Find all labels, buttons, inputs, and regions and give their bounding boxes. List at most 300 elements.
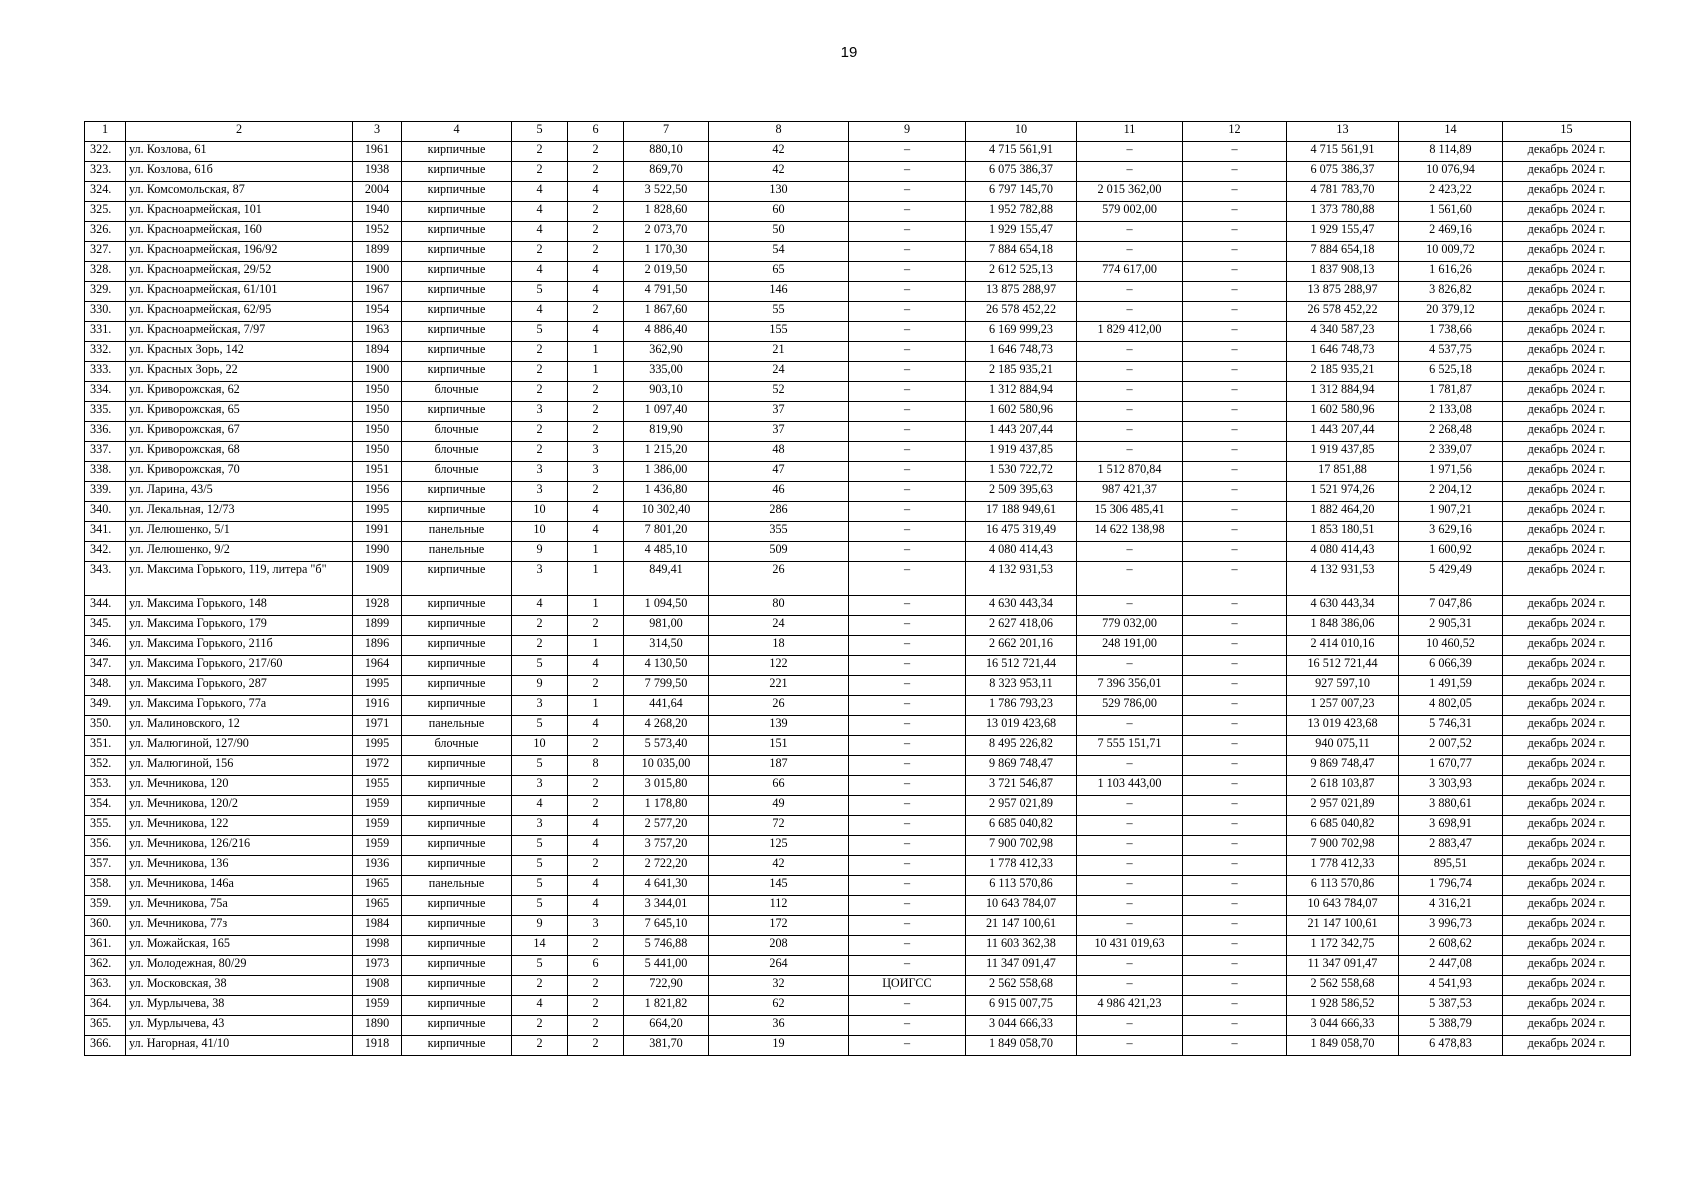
cell-address: ул. Молодежная, 80/29 [126,956,353,976]
cell-row-number: 339. [85,482,126,502]
cell-row-number: 324. [85,182,126,202]
cell-entrances: 4 [568,896,624,916]
cell-cost-col-12: – [1183,796,1287,816]
cell-wall-material: блочные [402,462,512,482]
table-row [85,836,1631,856]
cell-cost-col-13: 1 646 748,73 [1287,342,1399,362]
cell-status: – [849,442,966,462]
cell-total-cost: 21 147 100,61 [966,916,1077,936]
cell-cost-per-unit: 3 629,16 [1399,522,1503,542]
cell-cost-col-12: – [1183,282,1287,302]
cell-entrances: 1 [568,562,624,596]
cell-deadline: декабрь 2024 г. [1503,956,1631,976]
cell-area: 335,00 [624,362,709,382]
cell-row-number: 338. [85,462,126,482]
cell-status: – [849,482,966,502]
table-row [85,182,1631,202]
cell-entrances: 8 [568,756,624,776]
cell-wall-material: кирпичные [402,616,512,636]
cell-cost-col-12: – [1183,756,1287,776]
cell-year-built: 1950 [353,422,402,442]
table-row [85,522,1631,542]
cell-address: ул. Мечникова, 146а [126,876,353,896]
cell-cost-col-11: 779 032,00 [1077,616,1183,636]
cell-cost-per-unit: 3 303,93 [1399,776,1503,796]
cell-area: 4 268,20 [624,716,709,736]
cell-address: ул. Криворожская, 62 [126,382,353,402]
cell-wall-material: кирпичные [402,502,512,522]
cell-cost-col-11: 10 431 019,63 [1077,936,1183,956]
cell-entrances: 2 [568,422,624,442]
cell-floors: 5 [512,756,568,776]
cell-cost-col-11: – [1077,382,1183,402]
cell-wall-material: кирпичные [402,222,512,242]
cell-cost-col-12: – [1183,696,1287,716]
cell-address: ул. Лелюшенко, 5/1 [126,522,353,542]
cell-total-cost: 13 875 288,97 [966,282,1077,302]
cell-residents: 146 [709,282,849,302]
table-row [85,202,1631,222]
cell-year-built: 1936 [353,856,402,876]
cell-cost-col-13: 6 113 570,86 [1287,876,1399,896]
cell-cost-col-12: – [1183,636,1287,656]
cell-cost-per-unit: 3 880,61 [1399,796,1503,816]
cell-row-number: 333. [85,362,126,382]
cell-area: 1 436,80 [624,482,709,502]
cell-address: ул. Криворожская, 68 [126,442,353,462]
cell-area: 2 577,20 [624,816,709,836]
cell-cost-per-unit: 1 491,59 [1399,676,1503,696]
column-header: 9 [849,122,966,142]
cell-wall-material: кирпичные [402,182,512,202]
cell-cost-col-13: 9 869 748,47 [1287,756,1399,776]
cell-status: – [849,242,966,262]
cell-deadline: декабрь 2024 г. [1503,796,1631,816]
cell-residents: 145 [709,876,849,896]
cell-residents: 264 [709,956,849,976]
cell-floors: 3 [512,482,568,502]
column-header: 4 [402,122,512,142]
cell-year-built: 1995 [353,676,402,696]
cell-residents: 172 [709,916,849,936]
cell-address: ул. Красноармейская, 196/92 [126,242,353,262]
cell-area: 722,90 [624,976,709,996]
cell-cost-col-11: – [1077,836,1183,856]
cell-row-number: 357. [85,856,126,876]
cell-cost-per-unit: 4 537,75 [1399,342,1503,362]
cell-wall-material: панельные [402,522,512,542]
cell-status: – [849,322,966,342]
cell-area: 1 097,40 [624,402,709,422]
cell-entrances: 4 [568,522,624,542]
cell-row-number: 342. [85,542,126,562]
cell-cost-col-11: 15 306 485,41 [1077,502,1183,522]
cell-area: 3 344,01 [624,896,709,916]
cell-wall-material: кирпичные [402,996,512,1016]
cell-deadline: декабрь 2024 г. [1503,202,1631,222]
cell-wall-material: кирпичные [402,656,512,676]
cell-wall-material: кирпичные [402,362,512,382]
cell-total-cost: 1 929 155,47 [966,222,1077,242]
cell-entrances: 2 [568,936,624,956]
cell-year-built: 1956 [353,482,402,502]
cell-entrances: 2 [568,402,624,422]
cell-entrances: 4 [568,716,624,736]
cell-total-cost: 10 643 784,07 [966,896,1077,916]
cell-deadline: декабрь 2024 г. [1503,462,1631,482]
table-row [85,956,1631,976]
cell-area: 4 485,10 [624,542,709,562]
cell-residents: 65 [709,262,849,282]
cell-total-cost: 6 169 999,23 [966,322,1077,342]
cell-address: ул. Максима Горького, 119, литера "б" [126,562,353,596]
table-row [85,976,1631,996]
table-row [85,282,1631,302]
cell-year-built: 1890 [353,1016,402,1036]
cell-total-cost: 4 132 931,53 [966,562,1077,596]
cell-address: ул. Мечникова, 126/216 [126,836,353,856]
cell-address: ул. Мечникова, 136 [126,856,353,876]
cell-status: – [849,736,966,756]
cell-deadline: декабрь 2024 г. [1503,896,1631,916]
cell-row-number: 363. [85,976,126,996]
cell-status: – [849,756,966,776]
cell-cost-col-12: – [1183,502,1287,522]
cell-cost-col-12: – [1183,836,1287,856]
cell-cost-per-unit: 4 541,93 [1399,976,1503,996]
table-row [85,756,1631,776]
cell-residents: 46 [709,482,849,502]
cell-row-number: 340. [85,502,126,522]
cell-cost-col-11: 987 421,37 [1077,482,1183,502]
housing-table [84,121,1631,1056]
cell-wall-material: кирпичные [402,696,512,716]
cell-residents: 112 [709,896,849,916]
cell-deadline: декабрь 2024 г. [1503,836,1631,856]
cell-status: – [849,422,966,442]
cell-floors: 14 [512,936,568,956]
cell-area: 1 867,60 [624,302,709,322]
cell-total-cost: 17 188 949,61 [966,502,1077,522]
cell-cost-per-unit: 8 114,89 [1399,142,1503,162]
cell-address: ул. Лелюшенко, 9/2 [126,542,353,562]
cell-floors: 10 [512,502,568,522]
cell-deadline: декабрь 2024 г. [1503,636,1631,656]
cell-residents: 221 [709,676,849,696]
cell-cost-col-11: 1 829 412,00 [1077,322,1183,342]
cell-address: ул. Лекальная, 12/73 [126,502,353,522]
cell-wall-material: кирпичные [402,916,512,936]
cell-cost-per-unit: 10 076,94 [1399,162,1503,182]
cell-deadline: декабрь 2024 г. [1503,322,1631,342]
cell-year-built: 1995 [353,502,402,522]
cell-year-built: 1955 [353,776,402,796]
cell-cost-col-13: 7 884 654,18 [1287,242,1399,262]
cell-area: 3 757,20 [624,836,709,856]
cell-entrances: 2 [568,976,624,996]
cell-cost-per-unit: 3 826,82 [1399,282,1503,302]
cell-residents: 37 [709,402,849,422]
table-row [85,1036,1631,1056]
cell-floors: 5 [512,856,568,876]
cell-year-built: 1928 [353,596,402,616]
cell-status: – [849,656,966,676]
column-header: 15 [1503,122,1631,142]
cell-status: – [849,596,966,616]
cell-total-cost: 1 646 748,73 [966,342,1077,362]
cell-cost-col-13: 17 851,88 [1287,462,1399,482]
cell-row-number: 354. [85,796,126,816]
cell-year-built: 1954 [353,302,402,322]
cell-cost-per-unit: 1 616,26 [1399,262,1503,282]
cell-cost-col-11: – [1077,716,1183,736]
cell-status: – [849,202,966,222]
cell-area: 3 015,80 [624,776,709,796]
cell-year-built: 1940 [353,202,402,222]
cell-cost-col-12: – [1183,562,1287,596]
cell-status: – [849,162,966,182]
cell-entrances: 2 [568,142,624,162]
cell-year-built: 1899 [353,242,402,262]
cell-cost-col-13: 13 019 423,68 [1287,716,1399,736]
cell-address: ул. Можайская, 165 [126,936,353,956]
cell-floors: 2 [512,422,568,442]
cell-address: ул. Красноармейская, 7/97 [126,322,353,342]
cell-residents: 42 [709,142,849,162]
cell-cost-col-12: – [1183,716,1287,736]
page-number: 19 [840,44,858,61]
table-row [85,362,1631,382]
cell-cost-col-13: 1 778 412,33 [1287,856,1399,876]
table-row [85,876,1631,896]
cell-total-cost: 1 919 437,85 [966,442,1077,462]
cell-wall-material: кирпичные [402,976,512,996]
cell-floors: 5 [512,716,568,736]
cell-address: ул. Малиновского, 12 [126,716,353,736]
cell-floors: 3 [512,402,568,422]
cell-floors: 2 [512,616,568,636]
cell-row-number: 329. [85,282,126,302]
cell-entrances: 2 [568,736,624,756]
cell-row-number: 344. [85,596,126,616]
cell-deadline: декабрь 2024 г. [1503,262,1631,282]
cell-year-built: 1951 [353,462,402,482]
cell-cost-col-12: – [1183,342,1287,362]
cell-row-number: 336. [85,422,126,442]
cell-entrances: 4 [568,282,624,302]
cell-area: 1 821,82 [624,996,709,1016]
cell-cost-col-11: 1 103 443,00 [1077,776,1183,796]
cell-wall-material: панельные [402,716,512,736]
cell-entrances: 1 [568,542,624,562]
table-row [85,856,1631,876]
cell-entrances: 2 [568,162,624,182]
cell-area: 441,64 [624,696,709,716]
cell-cost-col-12: – [1183,382,1287,402]
cell-status: – [849,856,966,876]
cell-wall-material: кирпичные [402,242,512,262]
table-row [85,402,1631,422]
cell-wall-material: панельные [402,876,512,896]
cell-status: – [849,996,966,1016]
cell-row-number: 347. [85,656,126,676]
cell-floors: 4 [512,596,568,616]
cell-cost-col-11: – [1077,1016,1183,1036]
table-row [85,636,1631,656]
cell-cost-col-11: – [1077,562,1183,596]
cell-deadline: декабрь 2024 г. [1503,482,1631,502]
cell-year-built: 1959 [353,836,402,856]
cell-row-number: 341. [85,522,126,542]
cell-residents: 19 [709,1036,849,1056]
cell-cost-per-unit: 2 268,48 [1399,422,1503,442]
cell-row-number: 352. [85,756,126,776]
cell-cost-col-13: 1 172 342,75 [1287,936,1399,956]
cell-entrances: 2 [568,996,624,1016]
cell-year-built: 1973 [353,956,402,976]
cell-area: 4 641,30 [624,876,709,896]
cell-row-number: 364. [85,996,126,1016]
cell-cost-per-unit: 1 600,92 [1399,542,1503,562]
table-row [85,242,1631,262]
cell-cost-col-11: – [1077,896,1183,916]
cell-cost-col-12: – [1183,896,1287,916]
cell-entrances: 3 [568,462,624,482]
cell-row-number: 328. [85,262,126,282]
cell-cost-col-11: 7 396 356,01 [1077,676,1183,696]
cell-wall-material: кирпичные [402,756,512,776]
column-header: 1 [85,122,126,142]
cell-row-number: 356. [85,836,126,856]
cell-status: – [849,562,966,596]
cell-address: ул. Криворожская, 65 [126,402,353,422]
cell-total-cost: 7 900 702,98 [966,836,1077,856]
cell-cost-col-13: 940 075,11 [1287,736,1399,756]
cell-status: – [849,222,966,242]
cell-address: ул. Нагорная, 41/10 [126,1036,353,1056]
cell-deadline: декабрь 2024 г. [1503,856,1631,876]
cell-cost-col-12: – [1183,462,1287,482]
cell-cost-per-unit: 5 746,31 [1399,716,1503,736]
cell-residents: 54 [709,242,849,262]
column-header: 2 [126,122,353,142]
cell-entrances: 4 [568,262,624,282]
cell-total-cost: 1 443 207,44 [966,422,1077,442]
cell-total-cost: 2 562 558,68 [966,976,1077,996]
cell-status: – [849,696,966,716]
cell-cost-col-13: 4 781 783,70 [1287,182,1399,202]
cell-cost-col-11: – [1077,242,1183,262]
cell-row-number: 359. [85,896,126,916]
cell-cost-col-12: – [1183,1016,1287,1036]
table-body [85,142,1631,1056]
cell-cost-col-12: – [1183,1036,1287,1056]
cell-status: – [849,636,966,656]
cell-floors: 9 [512,542,568,562]
cell-area: 1 215,20 [624,442,709,462]
cell-cost-col-11: 4 986 421,23 [1077,996,1183,1016]
cell-cost-col-12: – [1183,956,1287,976]
cell-residents: 60 [709,202,849,222]
cell-row-number: 349. [85,696,126,716]
cell-total-cost: 2 509 395,63 [966,482,1077,502]
cell-status: – [849,616,966,636]
cell-cost-col-11: 14 622 138,98 [1077,522,1183,542]
cell-floors: 5 [512,836,568,856]
cell-wall-material: кирпичные [402,342,512,362]
cell-deadline: декабрь 2024 г. [1503,382,1631,402]
cell-entrances: 2 [568,1036,624,1056]
cell-wall-material: блочные [402,736,512,756]
cell-cost-col-12: – [1183,776,1287,796]
cell-residents: 72 [709,816,849,836]
table-row [85,776,1631,796]
cell-cost-col-11: – [1077,402,1183,422]
cell-cost-col-12: – [1183,916,1287,936]
cell-entrances: 2 [568,676,624,696]
cell-residents: 32 [709,976,849,996]
cell-deadline: декабрь 2024 г. [1503,756,1631,776]
cell-cost-col-13: 1 928 586,52 [1287,996,1399,1016]
cell-area: 869,70 [624,162,709,182]
cell-wall-material: кирпичные [402,142,512,162]
cell-residents: 36 [709,1016,849,1036]
cell-deadline: декабрь 2024 г. [1503,1016,1631,1036]
cell-cost-col-11: – [1077,142,1183,162]
cell-entrances: 4 [568,182,624,202]
cell-wall-material: кирпичные [402,402,512,422]
cell-total-cost: 6 113 570,86 [966,876,1077,896]
cell-cost-per-unit: 1 738,66 [1399,322,1503,342]
table-row [85,382,1631,402]
cell-cost-col-11: – [1077,422,1183,442]
cell-area: 903,10 [624,382,709,402]
cell-floors: 4 [512,202,568,222]
cell-cost-per-unit: 2 007,52 [1399,736,1503,756]
cell-total-cost: 3 044 666,33 [966,1016,1077,1036]
cell-address: ул. Мурлычева, 43 [126,1016,353,1036]
cell-row-number: 346. [85,636,126,656]
cell-deadline: декабрь 2024 г. [1503,142,1631,162]
cell-total-cost: 9 869 748,47 [966,756,1077,776]
cell-floors: 3 [512,462,568,482]
cell-cost-per-unit: 6 066,39 [1399,656,1503,676]
cell-entrances: 3 [568,442,624,462]
cell-residents: 125 [709,836,849,856]
table-row [85,816,1631,836]
cell-area: 981,00 [624,616,709,636]
cell-year-built: 1972 [353,756,402,776]
table-row [85,342,1631,362]
column-header: 6 [568,122,624,142]
cell-year-built: 1896 [353,636,402,656]
cell-total-cost: 4 080 414,43 [966,542,1077,562]
cell-address: ул. Красных Зорь, 142 [126,342,353,362]
cell-area: 1 178,80 [624,796,709,816]
cell-wall-material: кирпичные [402,796,512,816]
cell-status: – [849,816,966,836]
cell-deadline: декабрь 2024 г. [1503,422,1631,442]
cell-cost-col-13: 4 132 931,53 [1287,562,1399,596]
cell-year-built: 1965 [353,896,402,916]
cell-cost-per-unit: 1 561,60 [1399,202,1503,222]
cell-residents: 42 [709,856,849,876]
cell-row-number: 343. [85,562,126,596]
cell-residents: 208 [709,936,849,956]
cell-address: ул. Максима Горького, 217/60 [126,656,353,676]
cell-status: – [849,1036,966,1056]
cell-floors: 3 [512,776,568,796]
